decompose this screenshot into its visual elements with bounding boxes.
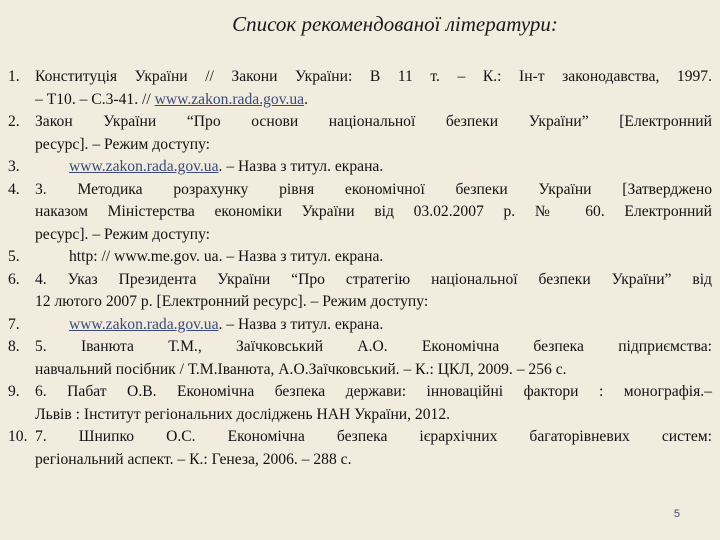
reference-item (8, 179, 712, 247)
reference-line: Львів : Інститут регіональних досліджень НАН України, 2012. (35, 405, 451, 423)
reference-item (8, 269, 712, 314)
reference-item (8, 66, 712, 111)
reference-text (35, 336, 712, 381)
reference-line: 5. Іванюта Т.М., Заїчковський А.О. Економічна безпека підприємства: (35, 338, 712, 355)
reference-text (35, 426, 712, 471)
reference-text-fragment: – Т10. – С.3-41. // (35, 90, 155, 108)
reference-line: навчальний посібник / Т.М.Іванюта, А.О.Заїчковський. – К.: ЦКЛ, 2009. – 256 с. (35, 360, 567, 378)
reference-item (8, 381, 712, 426)
reference-line: http: // www.me.gov. ua. – Назва з титул. екрана. (69, 248, 384, 265)
reference-link[interactable]: www.zakon.rada.gov.ua (69, 158, 219, 175)
reference-line (35, 89, 712, 112)
page-number: 5 (673, 508, 680, 520)
reference-number: 3. (8, 158, 20, 175)
reference-link[interactable]: www.zakon.rada.gov.ua (69, 315, 219, 333)
reference-item (8, 156, 712, 179)
reference-text-fragment: . – Назва з титул. екрана. (218, 158, 384, 175)
reference-item (8, 246, 712, 269)
reference-number: 4. (8, 180, 20, 198)
reference-item (8, 314, 712, 337)
reference-line: наказом Міністерства економіки України від 03.02.2007 р. № 60. Електронний (35, 203, 712, 220)
reference-item (8, 111, 712, 156)
reference-item (8, 426, 712, 471)
reference-line: ресурс]. – Режим доступу: (35, 135, 211, 153)
reference-line: 3. Методика розрахунку рівня економічної безпеки України [Затверджено (35, 180, 712, 198)
reference-line: 12 лютого 2007 р. [Електронний ресурс]. – Режим доступу: (35, 293, 429, 310)
reference-text (35, 246, 712, 269)
reference-list (8, 66, 712, 471)
reference-number: 6. (8, 270, 20, 288)
reference-line: ресурс]. – Режим доступу: (35, 225, 211, 243)
reference-text (35, 269, 712, 314)
reference-text-fragment: . (304, 90, 308, 108)
reference-line: Закон України “Про основи національної безпеки України” [Електронний (35, 113, 712, 130)
reference-number: 1. (8, 68, 20, 85)
reference-number: 2. (8, 113, 20, 130)
slide-title: Список рекомендованої літератури: (232, 12, 558, 36)
reference-number: 10. (8, 428, 28, 445)
reference-line: Конституція України // Закони України: В 11 т. – К.: Ін-т законодавства, 1997. (35, 68, 712, 85)
reference-line: 7. Шнипко О.С. Економічна безпека ієрархічних багаторівневих систем: (35, 428, 712, 445)
reference-line: регіональний аспект. – К.: Генеза, 2006. – 288 с. (35, 450, 352, 468)
reference-text (35, 381, 712, 426)
reference-line (35, 156, 712, 179)
reference-text (35, 111, 712, 156)
reference-text (35, 66, 712, 111)
reference-number: 5. (8, 248, 20, 265)
reference-number: 8. (8, 338, 20, 355)
reference-link[interactable]: www.zakon.rada.gov.ua (154, 90, 305, 108)
reference-text-fragment: . – Назва з титул. екрана. (218, 315, 384, 333)
reference-item (8, 336, 712, 381)
reference-line: 6. Пабат О.В. Економічна безпека держави: інноваційні фактори : монографія.– (35, 383, 712, 400)
reference-text (35, 156, 712, 179)
reference-line (35, 314, 712, 337)
reference-text (35, 179, 712, 247)
reference-line: 4. Указ Президента України “Про стратегію національної безпеки України” від (35, 270, 712, 288)
reference-number: 9. (8, 383, 20, 400)
reference-text (35, 314, 712, 337)
reference-number: 7. (8, 315, 20, 333)
